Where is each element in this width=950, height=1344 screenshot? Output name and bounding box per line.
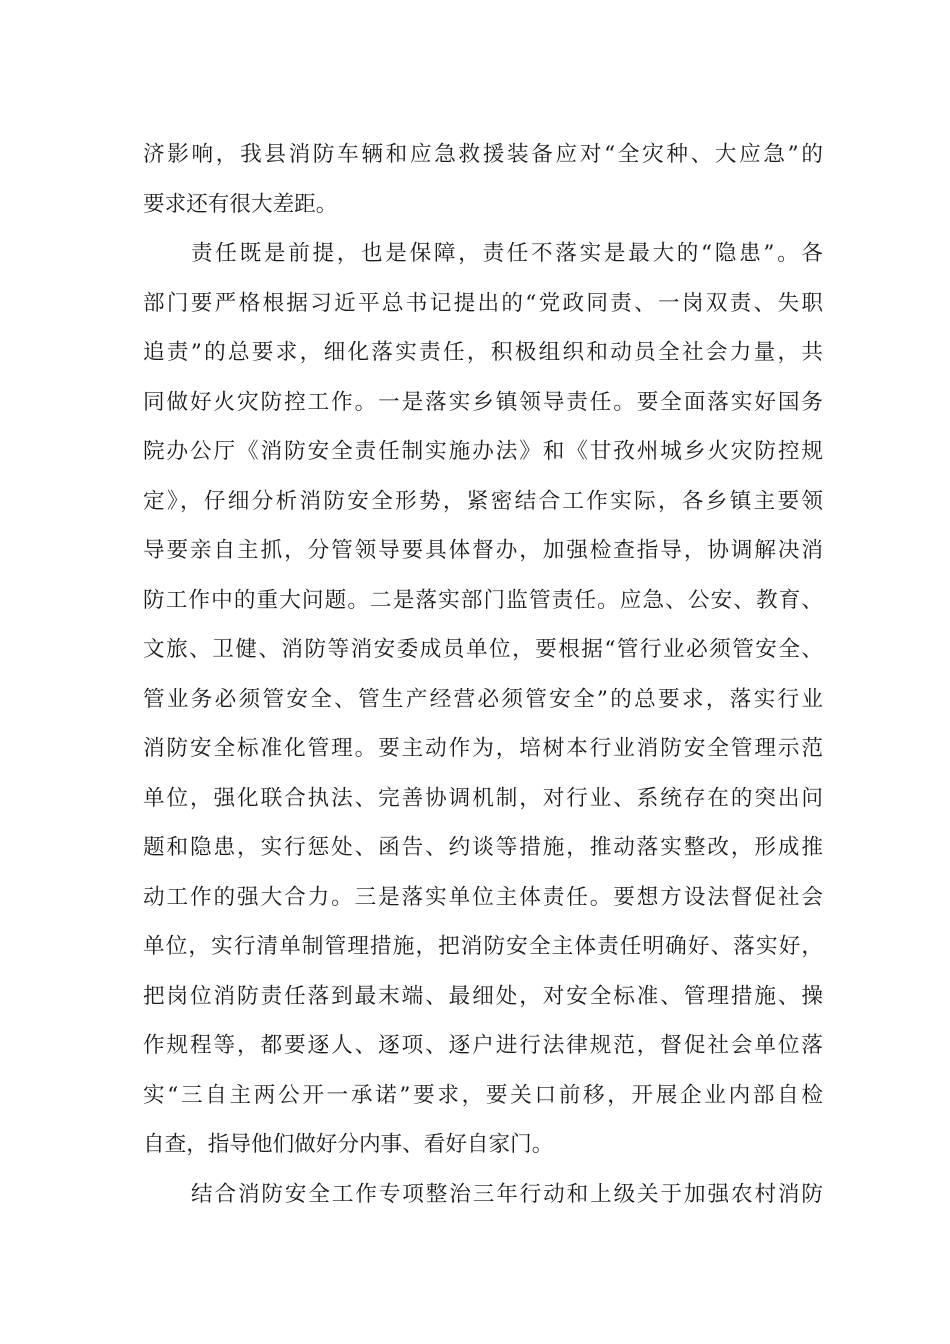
text-line: 同做好火灾防控工作。一是落实乡镇领导责任。要全面落实好国务 — [143, 389, 823, 415]
paragraph — [143, 130, 823, 229]
text-line: 自查，指导他们做好分内事、看好自家门。 — [143, 1132, 554, 1157]
text-line: 院办公厅《消防安全责任制实施办法》和《甘孜州城乡火灾防控规 — [143, 439, 823, 464]
text-line: 消防安全标准化管理。要主动作为，培树本行业消防安全管理示范 — [143, 736, 823, 761]
text-line: 防工作中的重大问题。二是落实部门监管责任。应急、公安、教育、 — [143, 587, 823, 613]
text-line: 责任既是前提，也是保障，责任不落实是最大的“隐患”。各 — [191, 241, 823, 266]
text-line: 实“三自主两公开一承诺”要求，要关口前移，开展企业内部自检 — [143, 1082, 823, 1108]
text-line: 单位，实行清单制管理措施，把消防安全主体责任明确好、落实好， — [143, 934, 823, 959]
text-line: 济影响，我县消防车辆和应急救援装备应对“全灾种、大应急”的 — [143, 142, 823, 167]
text-line: 把岗位消防责任落到最末端、最细处，对安全标准、管理措施、操 — [143, 983, 823, 1009]
text-line: 部门要严格根据习近平总书记提出的“党政同责、一岗双责、失职 — [143, 290, 823, 316]
document-body — [143, 130, 823, 1219]
text-line: 单位，强化联合执法、完善协调机制，对行业、系统存在的突出问 — [143, 785, 823, 811]
paragraph — [143, 1170, 823, 1220]
text-line: 题和隐患，实行惩处、函告、约谈等措施，推动落实整改，形成推 — [143, 835, 823, 860]
text-line: 导要亲自主抓，分管领导要具体督办，加强检查指导，协调解决消 — [143, 538, 823, 563]
text-line: 文旅、卫健、消防等消安委成员单位，要根据“管行业必须管安全、 — [143, 637, 823, 662]
text-line: 结合消防安全工作专项整治三年行动和上级关于加强农村消防 — [191, 1181, 823, 1207]
text-line: 要求还有很大差距。 — [143, 191, 338, 217]
text-line: 作规程等，都要逐人、逐项、逐户进行法律规范，督促社会单位落 — [143, 1033, 823, 1058]
paragraph — [143, 229, 823, 1170]
text-line: 管业务必须管安全、管生产经营必须管安全”的总要求，落实行业 — [143, 686, 823, 712]
text-line: 定》，仔细分析消防安全形势，紧密结合工作实际，各乡镇主要领 — [143, 488, 823, 514]
text-line: 追责”的总要求，细化落实责任，积极组织和动员全社会力量，共 — [143, 340, 823, 365]
text-line: 动工作的强大合力。三是落实单位主体责任。要想方设法督促社会 — [143, 884, 823, 910]
